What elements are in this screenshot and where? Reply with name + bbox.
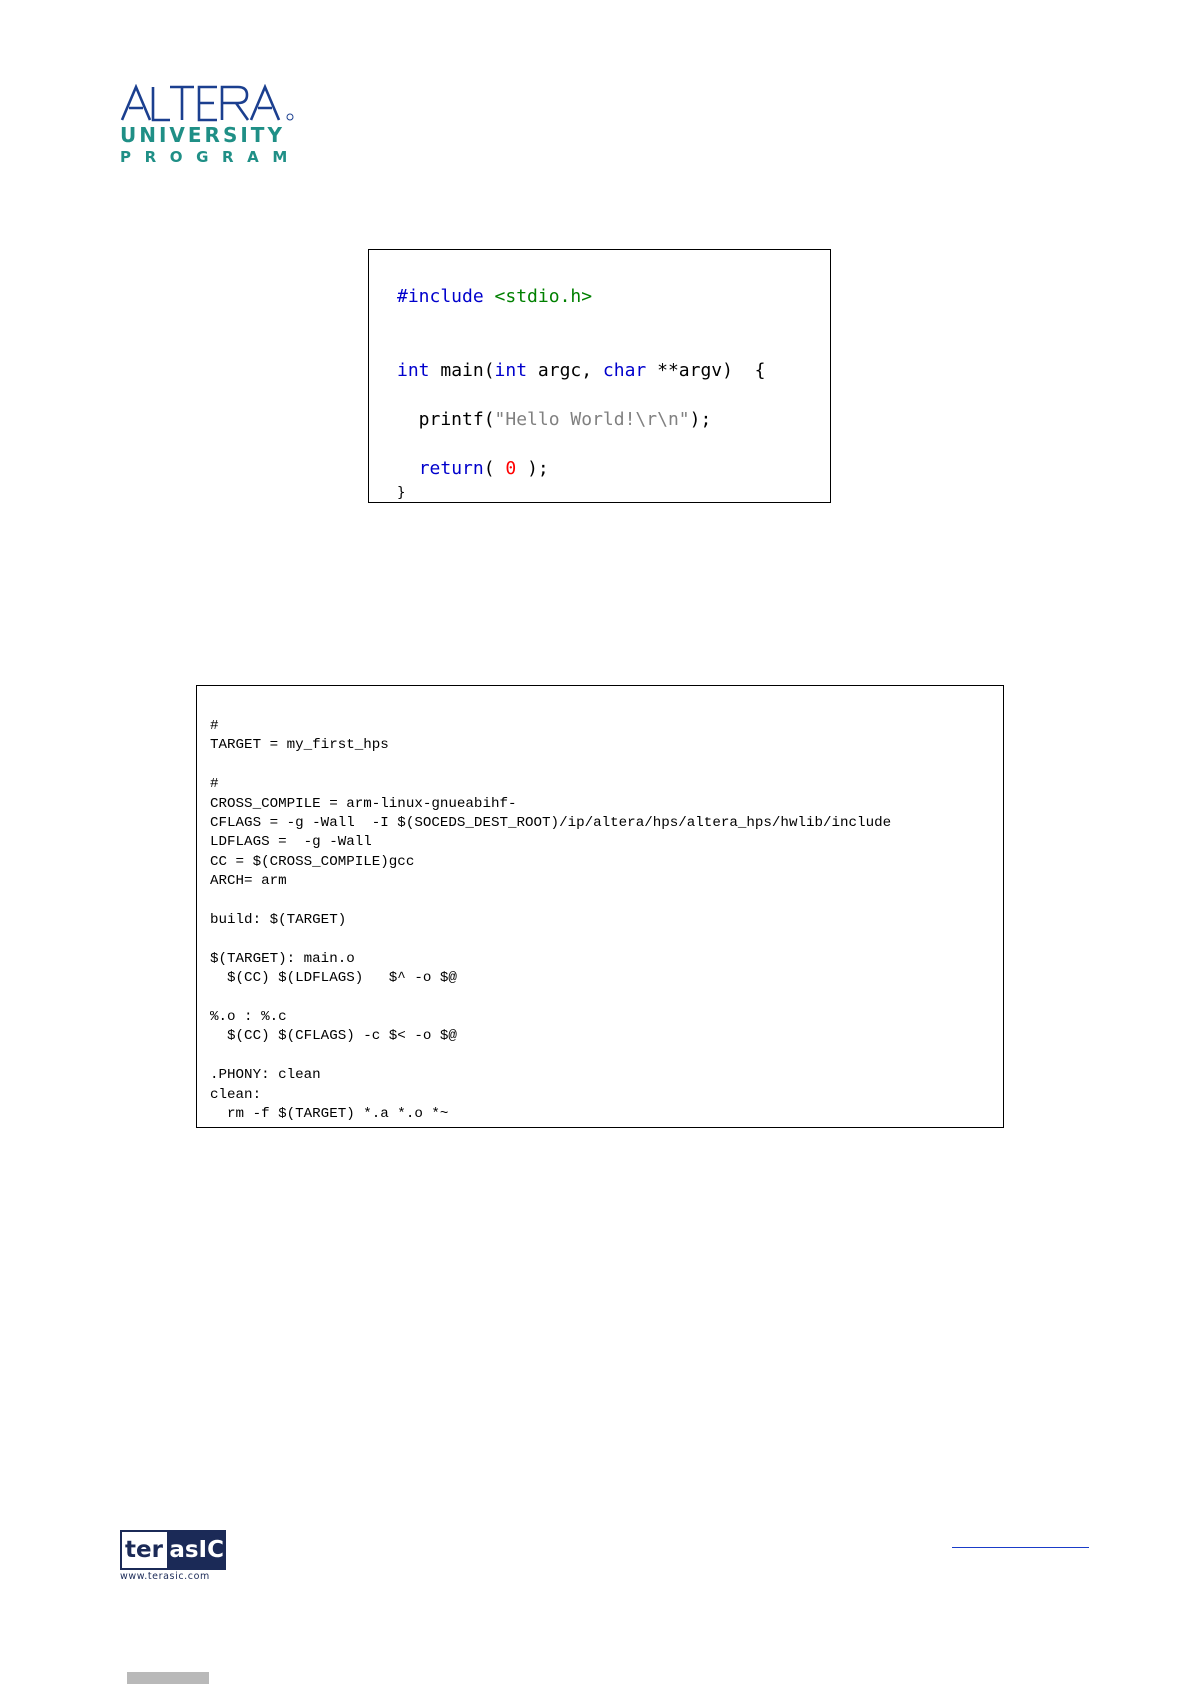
makefile-line: LDFLAGS = -g -Wall [210,834,372,851]
makefile-line: rm -f $(TARGET) *.a *.o *~ [210,1106,449,1122]
code-token-argv: **argv) { [646,360,766,381]
terasic-logo [120,1530,226,1582]
makefile-line: CFLAGS = -g -Wall -I $(SOCEDS_DEST_ROOT)/ip/altera/hps/altera_hps/hwlib/include [210,815,892,831]
c-code-figure [368,249,831,503]
code-token-int: int [397,360,430,381]
code-line-include [397,287,592,307]
code-token-char: char [602,360,647,381]
code-token-header: <stdio.h> [494,286,593,307]
makefile-line: # [210,776,219,793]
terasic-logo-url: www.terasic.com [120,1571,210,1582]
makefile-line: clean: [210,1086,262,1103]
code-token-include: #include [397,286,484,307]
altera-university-text: UNIVERSITY [120,123,285,147]
terasic-logo-box [120,1530,226,1570]
code-token-zero: 0 [505,458,517,479]
makefile-line: .PHONY: clean [210,1067,321,1084]
code-line-close-brace: } [397,485,406,501]
makefile-line: CC = $(CROSS_COMPILE)gcc [210,853,415,870]
code-token-string: "Hello World!\r\n" [494,409,690,430]
makefile-line: %.o : %.c [210,1009,287,1025]
makefile-line: $(TARGET): main.o [210,950,355,967]
code-token-argc: argc, [527,360,603,381]
makefile-line: $(CC) $(CFLAGS) -c $< -o $@ [210,1028,457,1045]
code-line-printf [397,410,711,430]
code-line-return [397,459,549,479]
code-token-paren: ( [483,458,506,479]
terasic-logo-left: ter [122,1532,167,1568]
altera-university-program-logo [120,84,300,167]
terasic-logo-right: asIC [167,1532,224,1568]
altera-program-text: PROGRAM [120,148,301,166]
code-token-int: int [494,360,528,381]
code-token-main: main( [429,360,495,381]
altera-wordmark [120,84,298,122]
footer-gray-bar [127,1672,209,1684]
code-token-printf-end: ); [689,409,712,430]
code-line-main [397,361,766,381]
code-token-paren-close: ); [516,458,549,479]
code-token-return: return [418,458,484,479]
makefile-line: build: $(TARGET) [210,912,347,928]
makefile-line: ARCH= arm [210,873,287,890]
makefile-line: TARGET = my_first_hps [210,737,389,754]
makefile-line: CROSS_COMPILE = arm-linux-gnueabihf- [210,795,517,812]
makefile-line: # [210,718,219,734]
footer-link-underline [952,1547,1089,1548]
makefile-line: $(CC) $(LDFLAGS) $^ -o $@ [210,970,457,987]
code-token-printf: printf( [397,409,495,430]
makefile-figure [196,685,1004,1128]
